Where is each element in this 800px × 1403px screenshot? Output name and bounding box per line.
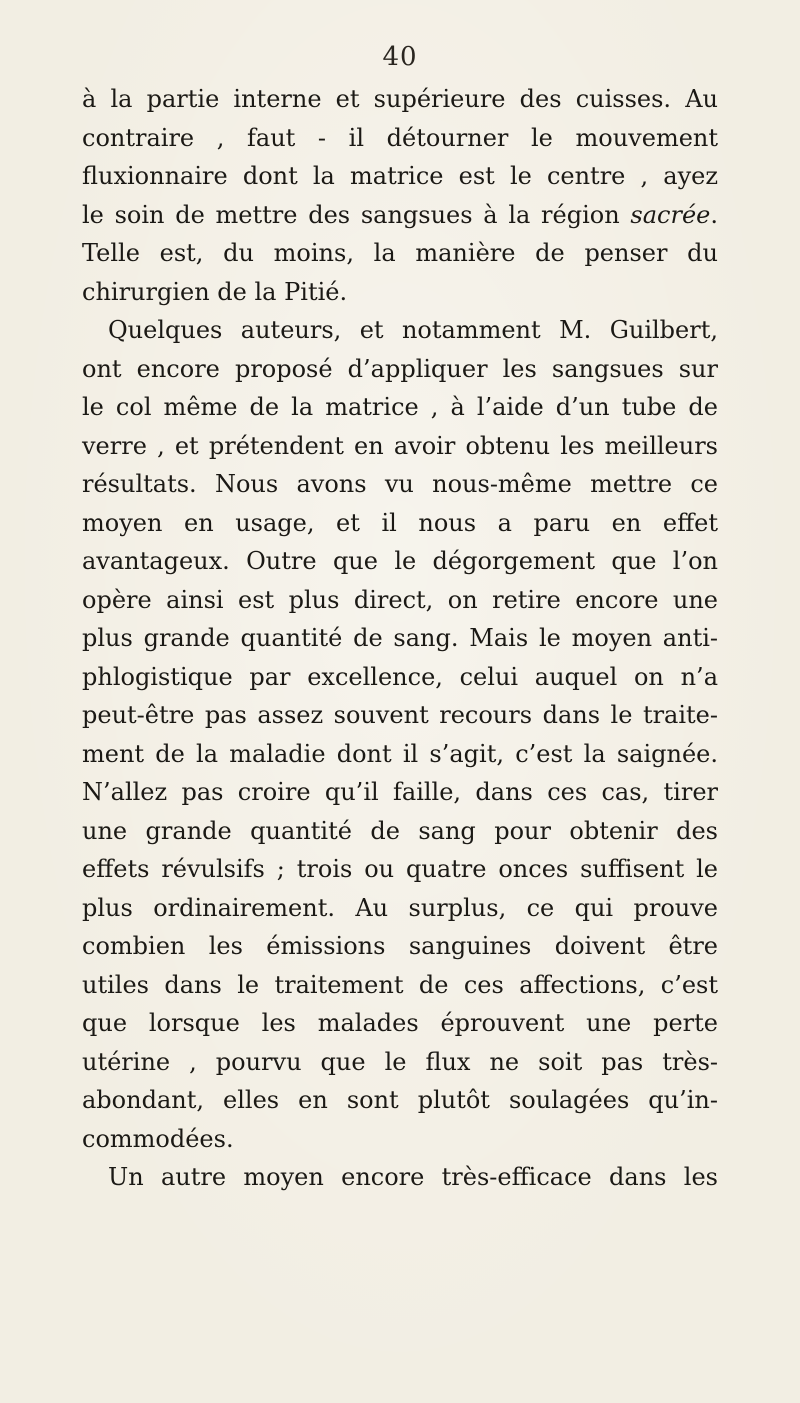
italic-word: sacrée xyxy=(630,200,711,229)
body-text xyxy=(82,80,718,1197)
text-line: phlogistique par excellence, celui auquel on n’a xyxy=(82,662,718,691)
text-line: fluxionnaire dont la matrice est le centre , ayez xyxy=(82,162,718,190)
text-line: le soin de mettre des sangsues à la région sacrée. xyxy=(82,200,718,229)
text-line: Un autre moyen encore très-efficace dans les xyxy=(108,1163,718,1191)
text-line: plus ordinairement. Au surplus, ce qui prouve xyxy=(82,893,718,922)
text-line: opère ainsi est plus direct, on retire encore une xyxy=(82,585,718,614)
text-line: à la partie interne et supérieure des cuisses. Au xyxy=(82,85,718,113)
text-line: peut-être pas assez souvent recours dans le traite- xyxy=(82,701,718,729)
text-line: commodées. xyxy=(82,1124,234,1153)
text-line: utérine , pourvu que le flux ne soit pas très- xyxy=(82,1047,718,1076)
text-line: verre , et prétendent en avoir obtenu les meilleurs xyxy=(82,431,718,460)
text-line: Telle est, du moins, la manière de penser du xyxy=(82,239,718,267)
text-line: effets révulsifs ; trois ou quatre onces suffisent le xyxy=(82,855,718,883)
text-line: combien les émissions sanguines doivent être xyxy=(82,932,718,960)
text-line: Quelques auteurs, et notamment M. Guilbert, xyxy=(108,316,718,344)
text-line: N’allez pas croire qu’il faille, dans ces cas, tirer xyxy=(82,778,718,806)
text-line: avantageux. Outre que le dégorgement que l’on xyxy=(82,547,718,575)
text-line: abondant, elles en sont plutôt soulagées qu’in- xyxy=(82,1086,718,1114)
text-line: moyen en usage, et il nous a paru en effet xyxy=(82,508,718,537)
text-line: contraire , faut - il détourner le mouvement xyxy=(82,123,718,152)
text-line: le col même de la matrice , à l’aide d’un tube de xyxy=(82,393,718,421)
text-line: que lorsque les malades éprouvent une perte xyxy=(82,1009,718,1037)
text-line: chirurgien de la Pitié. xyxy=(82,277,348,306)
page-number: 40 xyxy=(382,42,418,72)
text-line: ment de la maladie dont il s’agit, c’est la saignée. xyxy=(82,739,718,768)
text-line: utiles dans le traitement de ces affections, c’est xyxy=(82,970,718,999)
text-line: résultats. Nous avons vu nous-même mettre ce xyxy=(82,470,718,498)
text-line: plus grande quantité de sang. Mais le moyen anti- xyxy=(82,624,718,652)
text-line: ont encore proposé d’appliquer les sangsues sur xyxy=(82,354,718,383)
text-line: une grande quantité de sang pour obtenir des xyxy=(82,816,718,845)
